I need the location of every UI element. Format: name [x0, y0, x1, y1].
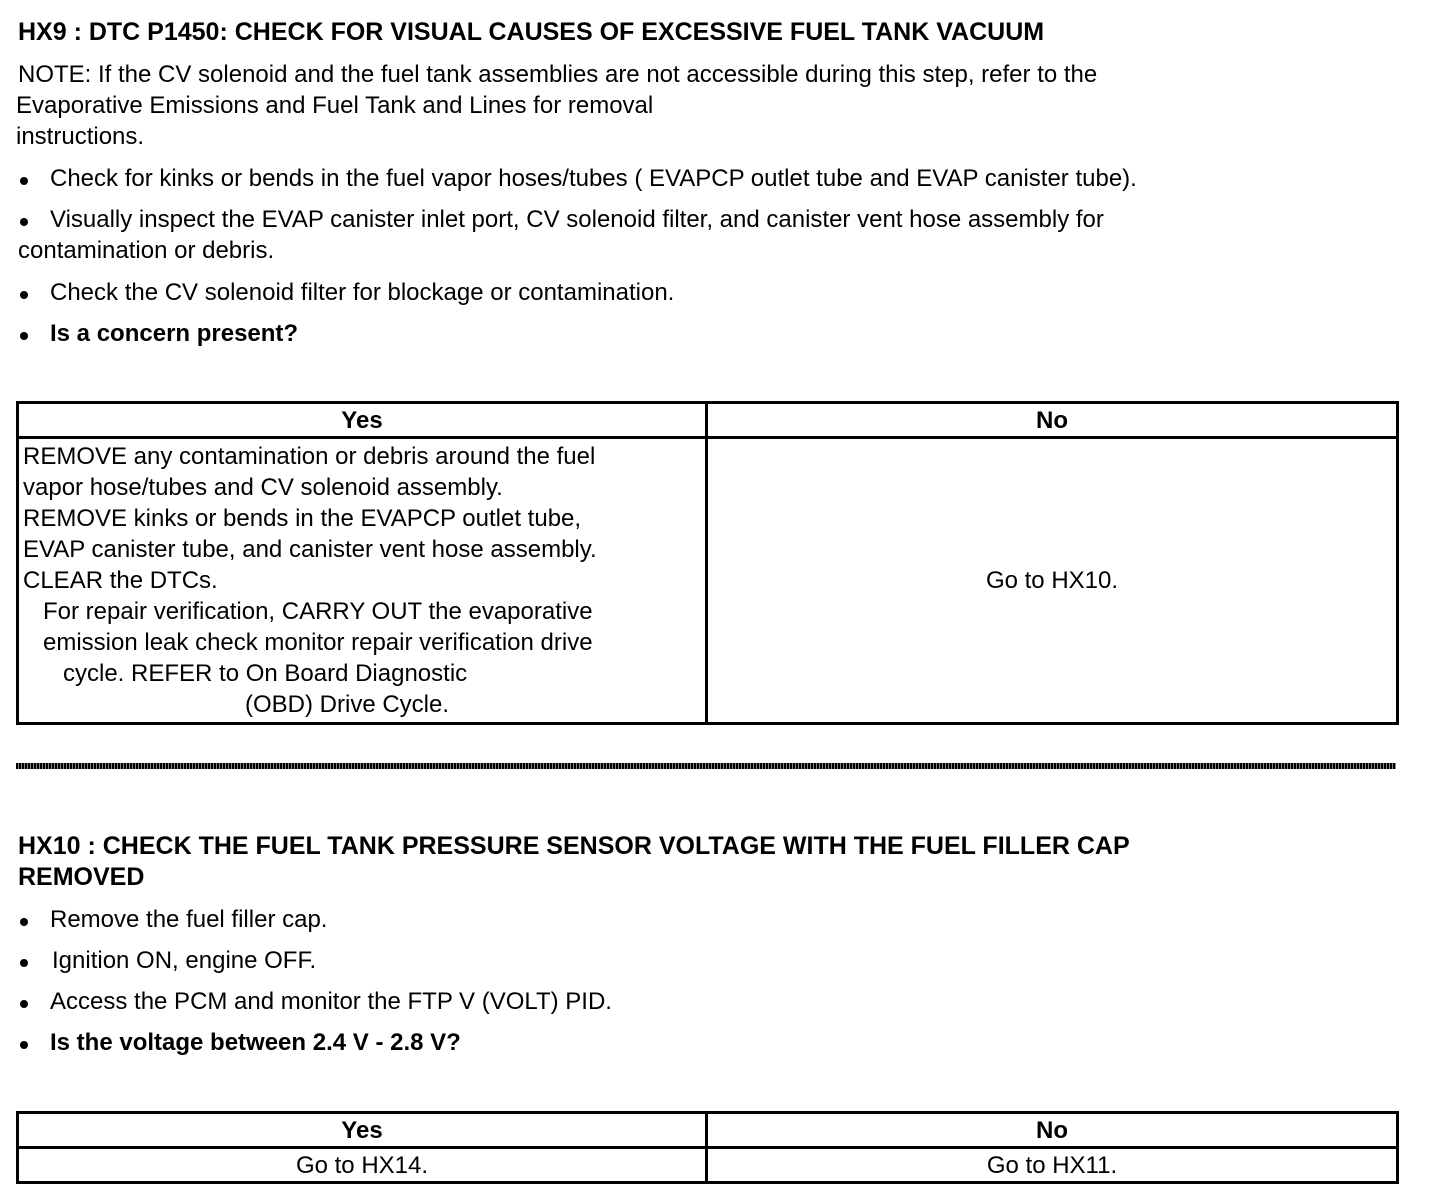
- hx9-title: HX9 : DTC P1450: CHECK FOR VISUAL CAUSES OF EXCESSIVE FUEL TANK VACUUM: [18, 18, 1045, 46]
- hx9-note-line-1: NOTE: If the CV solenoid and the fuel tank assemblies are not accessible during this step, refer to the: [18, 61, 1098, 88]
- hx9-yes-line-5: CLEAR the DTCs.: [23, 567, 218, 594]
- hx10-bullet-1: Remove the fuel filler cap.: [50, 906, 328, 933]
- bullet-dot-icon: [20, 1000, 28, 1008]
- hx10-bullet-3: Access the PCM and monitor the FTP V (VOLT) PID.: [50, 988, 612, 1015]
- hx9-yes-line-3: REMOVE kinks or bends in the EVAPCP outlet tube,: [23, 505, 582, 532]
- hx9-note-line-2: Evaporative Emissions and Fuel Tank and Lines for removal: [16, 92, 654, 119]
- hx9-bullet-1: Check for kinks or bends in the fuel vapor hoses/tubes ( EVAPCP outlet tube and EVAP canister tube).: [50, 165, 1137, 192]
- hx9-yes-line-1: REMOVE any contamination or debris around the fuel: [23, 443, 596, 470]
- hx9-no-header: No: [707, 403, 1398, 438]
- section-divider: [16, 763, 1396, 769]
- hx9-result-table: [16, 401, 1399, 725]
- hx9-yes-line-4: EVAP canister tube, and canister vent hose assembly.: [23, 536, 597, 563]
- hx10-title-line-2: REMOVED: [18, 863, 145, 891]
- hx9-yes-line-2: vapor hose/tubes and CV solenoid assembly.: [23, 474, 503, 501]
- hx9-yes-header: Yes: [18, 403, 707, 438]
- bullet-dot-icon: [20, 1041, 28, 1049]
- hx10-question: Is the voltage between 2.4 V - 2.8 V?: [50, 1029, 461, 1056]
- hx9-question: Is a concern present?: [50, 320, 299, 347]
- hx10-result-table: [16, 1111, 1399, 1184]
- bullet-dot-icon: [20, 177, 28, 185]
- bullet-dot-icon: [20, 918, 28, 926]
- hx9-yes-line-9: (OBD) Drive Cycle.: [245, 691, 450, 718]
- bullet-dot-icon: [20, 218, 28, 226]
- hx9-note-line-3: instructions.: [16, 123, 145, 150]
- bullet-dot-icon: [20, 332, 28, 340]
- bullet-dot-icon: [20, 959, 28, 967]
- hx9-yes-cell: [18, 438, 707, 724]
- hx9-yes-line-6: For repair verification, CARRY OUT the evaporative: [43, 598, 593, 625]
- hx9-no-cell: Go to HX10.: [707, 438, 1398, 724]
- hx10-yes-header: Yes: [18, 1113, 707, 1148]
- hx9-yes-line-8: cycle. REFER to On Board Diagnostic: [63, 660, 468, 687]
- hx9-bullet-2: Visually inspect the EVAP canister inlet port, CV solenoid filter, and canister vent hose assembly for: [50, 206, 1104, 233]
- hx10-no-cell: Go to HX11.: [707, 1148, 1398, 1183]
- hx10-title-line-1: HX10 : CHECK THE FUEL TANK PRESSURE SENSOR VOLTAGE WITH THE FUEL FILLER CAP: [18, 832, 1130, 860]
- hx9-bullet-2-cont: contamination or debris.: [18, 237, 275, 264]
- hx10-yes-cell: Go to HX14.: [18, 1148, 707, 1183]
- hx10-no-header: No: [707, 1113, 1398, 1148]
- hx9-bullet-3: Check the CV solenoid filter for blockage or contamination.: [50, 279, 675, 306]
- bullet-dot-icon: [20, 291, 28, 299]
- hx10-bullet-2: Ignition ON, engine OFF.: [52, 947, 317, 974]
- hx9-yes-line-7: emission leak check monitor repair verification drive: [43, 629, 593, 656]
